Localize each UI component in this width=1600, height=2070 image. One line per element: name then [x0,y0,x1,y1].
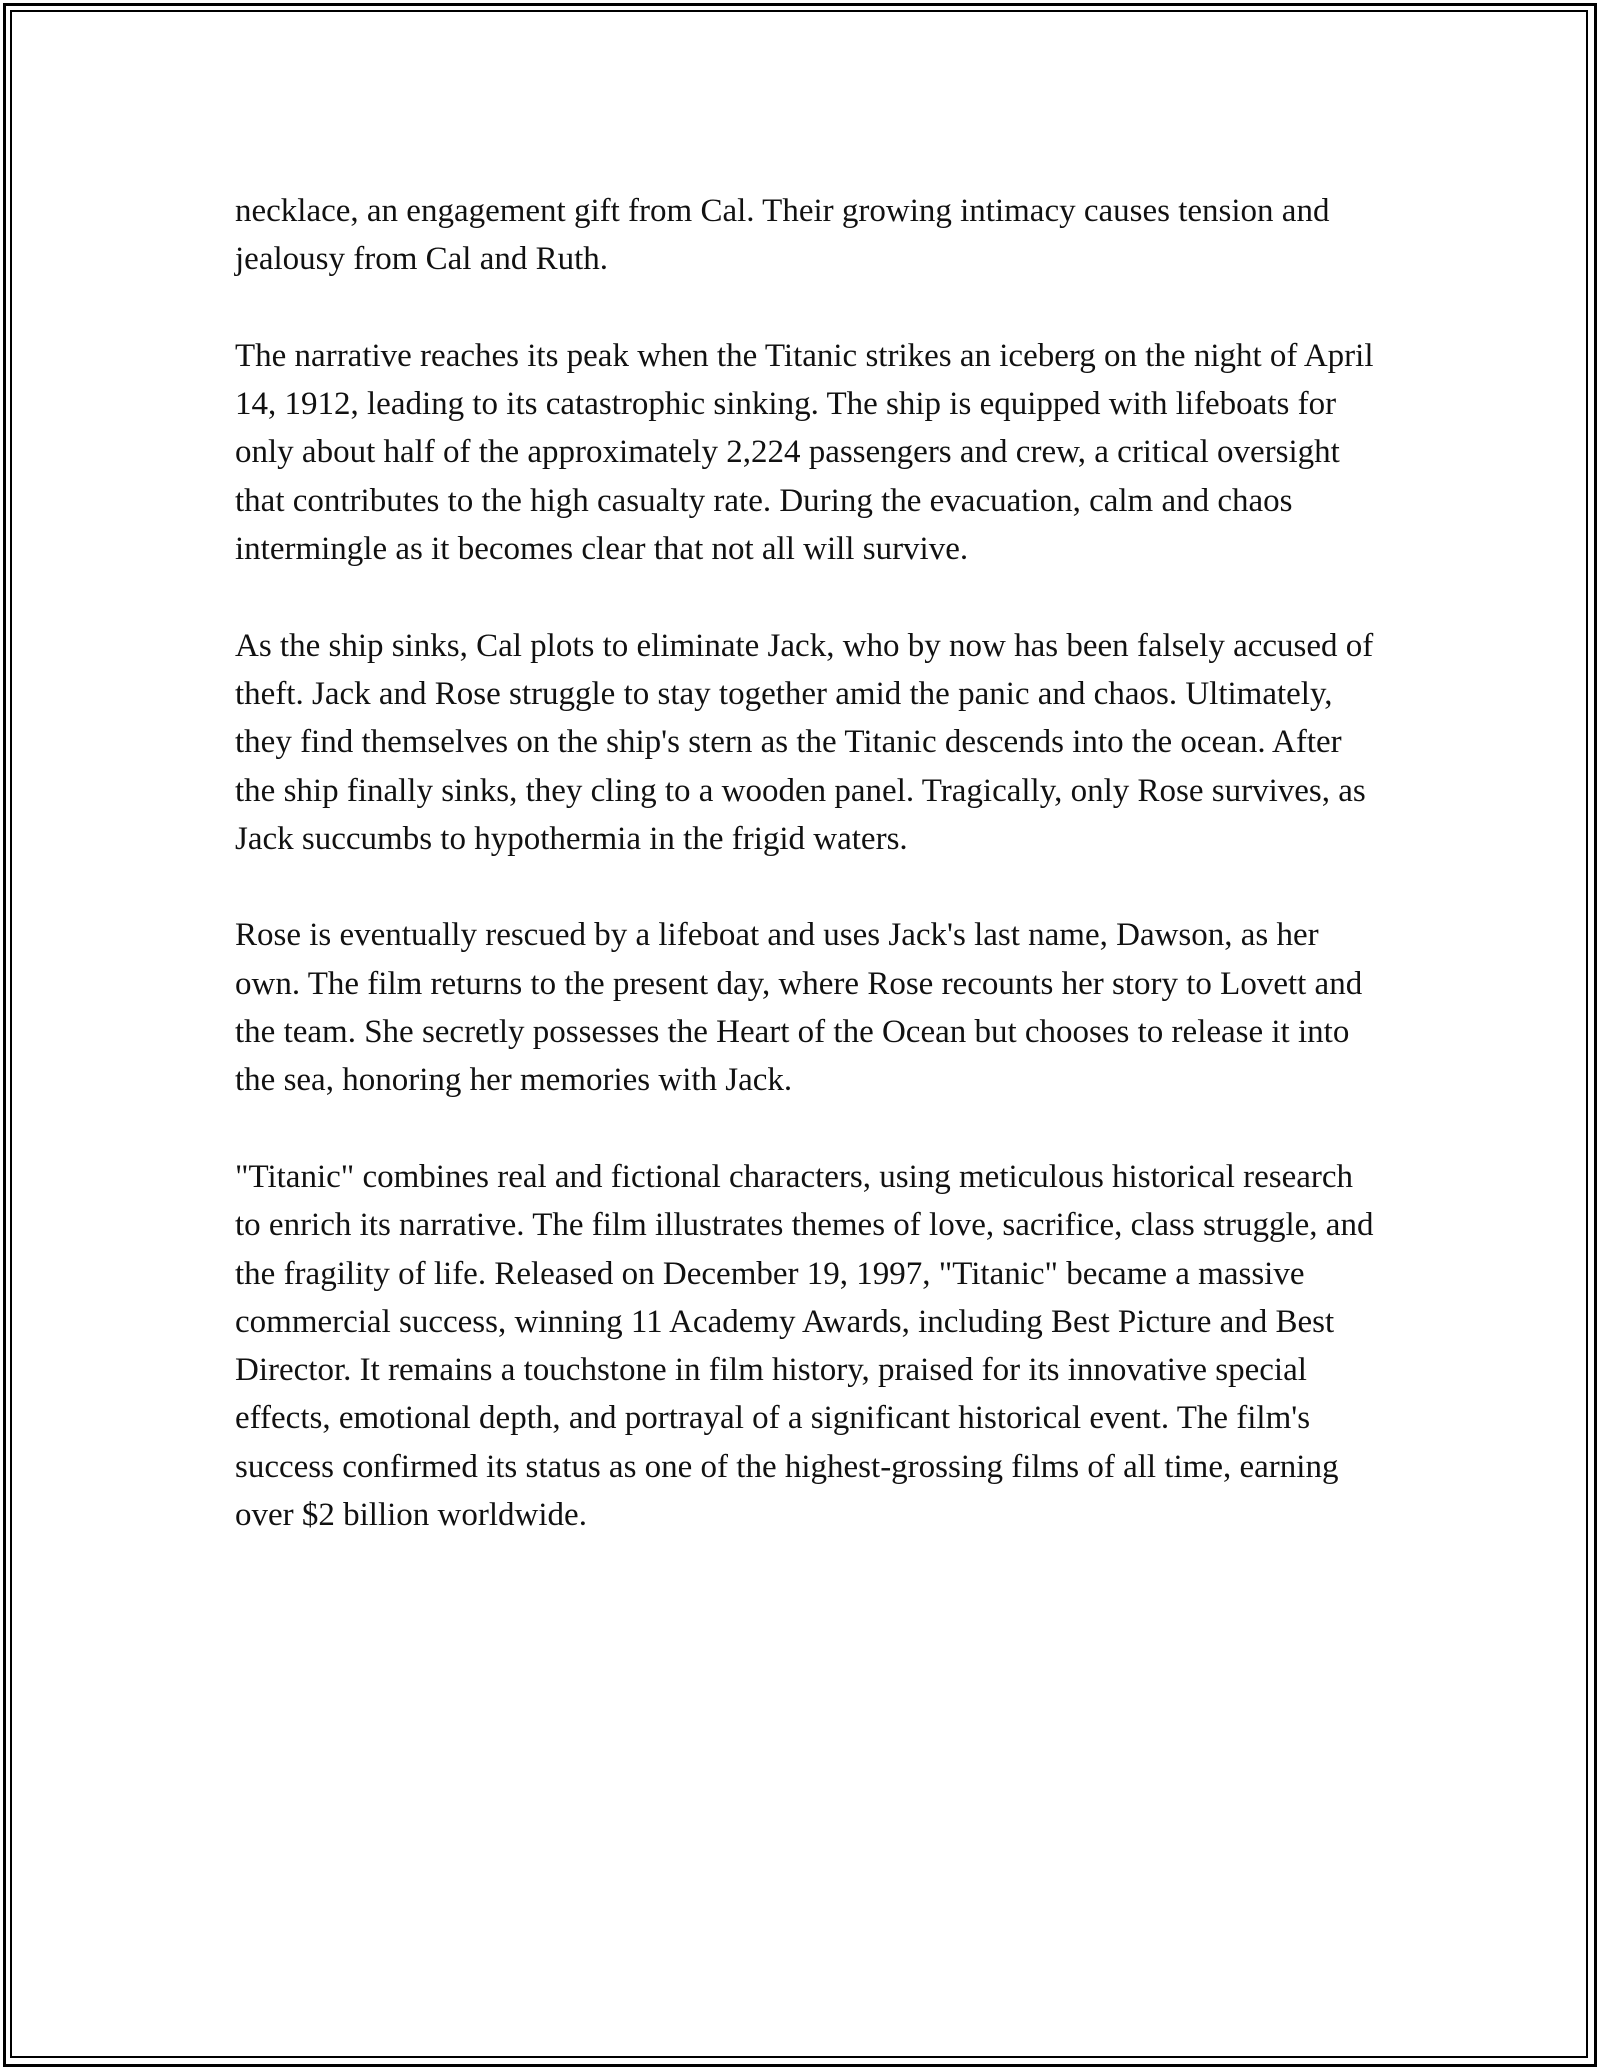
document-body [235,187,1385,1588]
paragraph-3: As the ship sinks, Cal plots to eliminate Jack, who by now has been falsely accused of theft. Jack and Rose struggle to stay together amid the panic and chaos. Ultimately, they find themselves on the ship's stern as the Titanic descends into the ocean. After the ship finally sinks, they cling to a wooden panel. Tragically, only Rose survives, as Jack succumbs to hypothermia in the frigid waters. [235,627,1374,857]
paragraph-1: necklace, an engagement gift from Cal. Their growing intimacy causes tension and jealousy from Cal and Ruth. [235,193,1330,278]
paragraph-4: Rose is eventually rescued by a lifeboat and uses Jack's last name, Dawson, as her own. The film returns to the present day, where Rose recounts her story to Lovett and the team. She secretly possesses the Heart of the Ocean but chooses to release it into the sea, honoring her memories with Jack. [235,917,1363,1099]
paragraph-2: The narrative reaches its peak when the Titanic strikes an iceberg on the night of April 14, 1912, leading to its catastrophic sinking. The ship is equipped with lifeboats for only about half of the approximately 2,224 passengers and crew, a critical oversight that contributes to the high casualty rate. During the evacuation, calm and chaos intermingle as it becomes clear that not all will survive. [235,337,1374,568]
paragraph-5: "Titanic" combines real and fictional characters, using meticulous historical research to enrich its narrative. The film illustrates themes of love, sacrifice, class struggle, and the fragility of life. Released on December 19, 1997, "Titanic" became a massive commercial success, winning 11 Academy Awards, including Best Picture and Best Director. It remains a touchstone in film history, praised for its innovative special effects, emotional depth, and portrayal of a significant historical event. The film's success confirmed its status as one of the highest-grossing films of all time, earning over $2 billion worldwide. [235,1158,1374,1534]
